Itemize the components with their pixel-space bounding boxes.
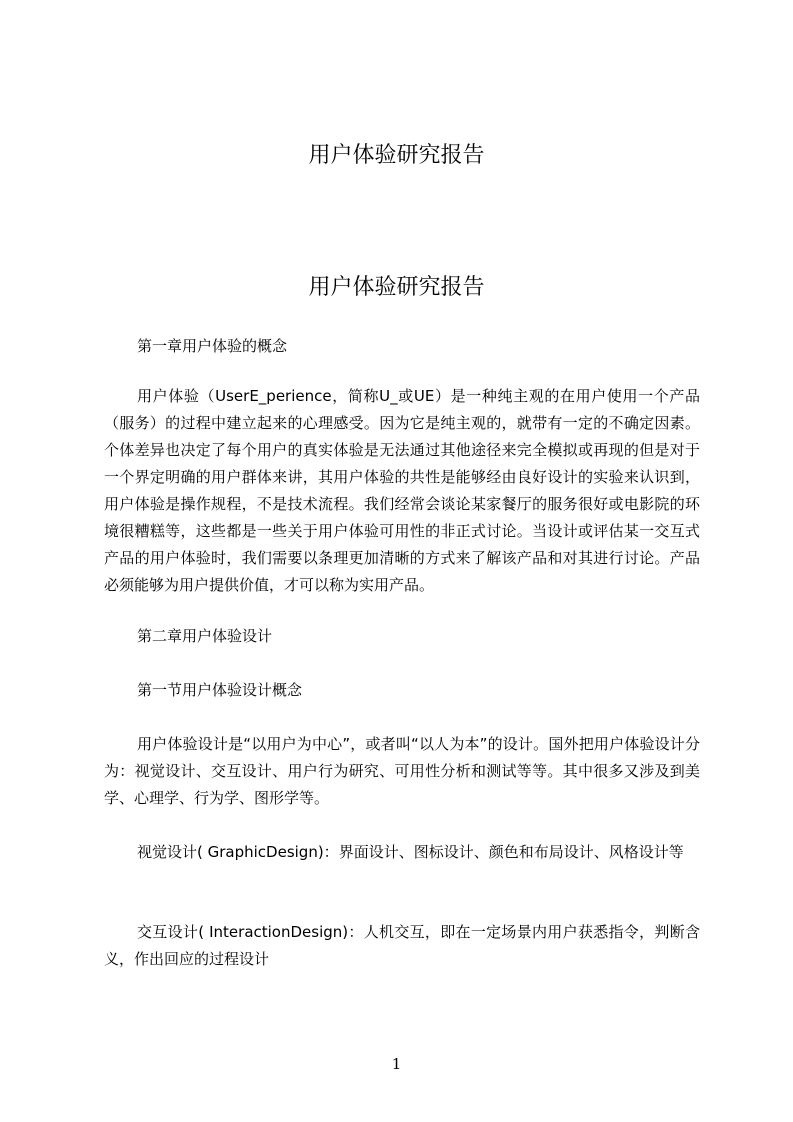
cover-title: 用户体验研究报告	[308, 143, 485, 168]
chapter-2-heading: 第二章用户体验设计	[137, 627, 273, 645]
section-1-paragraph: 用户体验设计是“以用户为中心”，或者叫“以人为本”的设计。国外把用户体验设计分为：视觉设计、交互设计、用户行为研究、可用性分析和测试等等。其中很多又涉及到美学、心理学、行为学、图形学等。	[104, 735, 700, 807]
page-title: 用户体验研究报告	[308, 275, 485, 300]
interaction-design-paragraph: 交互设计( InteractionDesign)：人机交互，即在一定场景内用户获悉指令，判断含义，作出回应的过程设计	[104, 923, 700, 968]
visual-design-paragraph: 视觉设计( GraphicDesign)：界面设计、图标设计、颜色和布局设计、风格设计等	[137, 843, 684, 861]
chapter-1-heading: 第一章用户体验的概念	[137, 337, 288, 355]
page-number: 1	[391, 1055, 402, 1073]
section-1-heading: 第一节用户体验设计概念	[137, 681, 303, 699]
chapter-1-paragraph: 用户体验（UserE_perience，简称U_或UE）是一种纯主观的在用户使用一个产品（服务）的过程中建立起来的心理感受。因为它是纯主观的，就带有一定的不确定因素。个体差异也决定了每个用户的真实体验是无法通过其他途径来完全模拟或再现的但是对于一个界定明确的用户群体来讲，其用户体验的共性是能够经由良好设计的实验来认识到，用户体验是操作规程，不是技术流程。我们经常会谈论某家餐厅的服务很好或电影院的环境很糟糕等，这些都是一些关于用户体验可用性的非正式讨论。当设计或评估某一交互式产品的用户体验时，我们需要以条理更加清晰的方式来了解该产品和对其进行讨论。产品必须能够为用户提供价值，才可以称为实用产品。	[104, 387, 700, 594]
